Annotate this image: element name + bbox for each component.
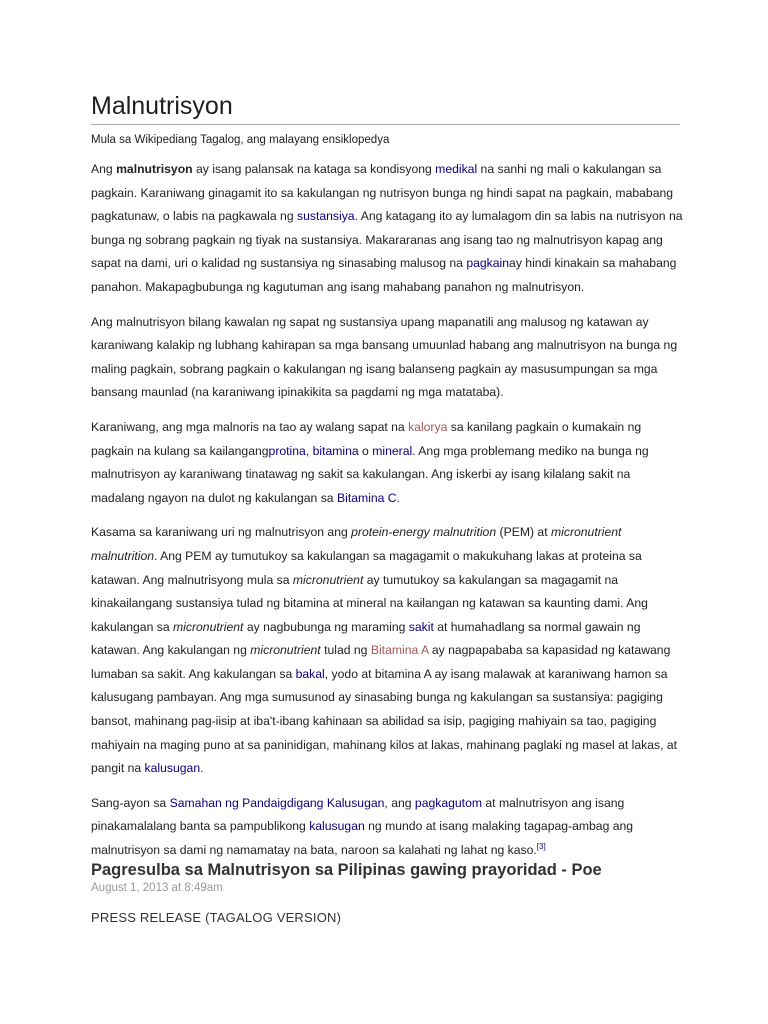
link-samahan[interactable]: Samahan ng Pandaigdigang Kalusugan	[169, 795, 385, 810]
text: tulad ng	[320, 643, 371, 658]
link-pagkagutom[interactable]: pagkagutom	[414, 795, 483, 810]
text: ay hindi kinakain sa mahabang panahon. Makapagbubunga ng kagutuman ang isang mahabang panahon ng malnutrisyon.	[91, 256, 677, 294]
text: .	[396, 490, 400, 505]
paragraph-1	[91, 158, 683, 300]
link-sakit[interactable]: sakit	[408, 619, 434, 634]
link-bakal[interactable]: bakal	[295, 666, 325, 681]
text: . Ang mga problemang mediko na bunga ng malnutrisyon ay karaniwang tinatawag ng sakit sa kakulangan. Ang iskerbi ay isang kilalang sakit na madalang ngayon na dulot ng kakulangan sa	[91, 443, 649, 505]
link-mineral[interactable]: mineral	[372, 443, 413, 458]
italic-term: protein-energy malnutrition	[351, 525, 497, 540]
text: at humahadlang sa normal gawain ng katawan. Ang kakulangan ng	[91, 619, 641, 658]
paragraph-4	[91, 521, 683, 781]
reference-link[interactable]: [3]	[536, 841, 546, 851]
link-sustansiya[interactable]: sustansiya	[297, 209, 355, 224]
text: na sanhi ng mali o kakulangan sa pagkain. Karaniwang ginagamit ito sa kakulangan ng nutrisyon bunga ng hindi sapat na pagkain, mababang pagkatunaw, o labis na pagkawala ng	[91, 162, 674, 224]
link-bitamina[interactable]: bitamina	[312, 443, 359, 458]
text: Kasama sa karaniwang uri ng malnutrisyon ang	[91, 525, 352, 540]
link-bitamina-a[interactable]: Bitamina A	[370, 643, 429, 658]
text: o	[358, 443, 373, 458]
italic-term: micronutrient	[173, 619, 244, 634]
text: ,	[305, 443, 313, 458]
article-body	[91, 158, 683, 874]
italic-term: micronutrient malnutrition	[91, 525, 622, 563]
text: ng mundo at isang malaking tagapag-ambag ang malnutrisyon sa dami ng namamatay na bata, naroon sa kalahati ng lahat ng kaso.	[91, 819, 634, 858]
text: Karaniwang, ang mga malnoris na tao ay walang sapat na	[91, 419, 409, 434]
text: ay nagpapababa sa kapasidad ng katawang lumaban sa sakit. Ang kakulangan sa	[91, 643, 671, 681]
text: . Ang katagang ito ay lumalagom din sa labis na nutrisyon na bunga ng sobrang pagkain ng tiyak na sustansiya. Makararanas ang isang tao ng malnutrisyon kapag ang sapat na dami, uri o kalidad ng sustansiya ng sinasabing malusog na	[91, 209, 683, 271]
text: sa kanilang pagkain o kumakain ng pagkain na kulang sa kailangang	[91, 419, 642, 458]
link-kalusugan[interactable]: kalusugan	[144, 761, 201, 776]
text: . Ang PEM ay tumutukoy sa kakulangan sa magagamit o makukuhang lakas at proteina sa katawan. Ang malnutrisyong mula sa	[91, 548, 642, 587]
text: , yodo at bitamina A ay isang malawak at karaniwang hamon sa kalusugang pambayan. Ang mga sumusunod ay sinasabing bunga ng kakulangan sa sustansiya: pagiging bansot, mahinang pag-iisip at iba't-ibang kahinaan sa abilidad sa isip, pagiging mahiyain sa tao, pagiging mahiyain na maging puno at sa paninidigan, mahinang kilos at lakas, mahinang paglaki ng masel at lakas, at pangit na	[91, 666, 678, 776]
page-title: Malnutrisyon	[91, 90, 680, 125]
bold-term: malnutrisyon	[116, 162, 193, 176]
link-protina[interactable]: protina	[268, 443, 306, 458]
link-kalusugan-2[interactable]: kalusugan	[309, 819, 365, 834]
text: ay tumutukoy sa kakulangan sa magagamit na kinakailangang sustansiya tulad ng bitamina at mineral na kailangan ng katawan sa kaunting dami. Ang kakulangan sa	[91, 572, 648, 634]
news-headline: Pagresulba sa Malnutrisyon sa Pilipinas gawing prayoridad - Poe	[91, 861, 602, 879]
text: , ang	[384, 795, 415, 810]
italic-term: micronutrient	[250, 643, 321, 658]
text: ay isang palansak na kataga sa kondisyong	[192, 162, 436, 176]
page-subtitle: Mula sa Wikipediang Tagalog, ang malayang ensiklopedya	[91, 134, 390, 146]
paragraph-5	[91, 792, 683, 863]
news-date: August 1, 2013 at 8:49am	[91, 882, 223, 894]
link-pagkain[interactable]: pagkain	[466, 256, 510, 271]
italic-term: micronutrient	[292, 572, 364, 587]
text: Sang-ayon sa	[91, 795, 170, 810]
text: .	[200, 761, 204, 776]
paragraph-3	[91, 416, 683, 510]
link-bitamina-c[interactable]: Bitamina C	[336, 490, 397, 505]
text: at malnutrisyon ang isang pinakamalalang banta sa pampublikong	[91, 795, 625, 834]
paragraph-2: Ang malnutrisyon bilang kawalan ng sapat ng sustansiya upang mapanatili ang malusog ng katawan ay karaniwang kalakip ng lubhang kahirapan sa mga bansang umuunlad habang ang malnutrisyon na bunga ng maling pagkain, sobrang pagkain o kakulangan ng isang balanseng pagkain ay masusumpungan sa mga bansang maunlad (na karaniwang ipinakikita sa pagdami ng mga matataba).	[91, 314, 678, 400]
link-medikal[interactable]: medikal	[435, 162, 478, 176]
text: ay nagbubunga ng maraming	[243, 619, 409, 634]
link-kalorya[interactable]: kalorya	[408, 419, 448, 434]
press-release-label: PRESS RELEASE (TAGALOG VERSION)	[91, 910, 342, 925]
text: Ang	[91, 162, 117, 176]
text: (PEM) at	[496, 525, 551, 540]
